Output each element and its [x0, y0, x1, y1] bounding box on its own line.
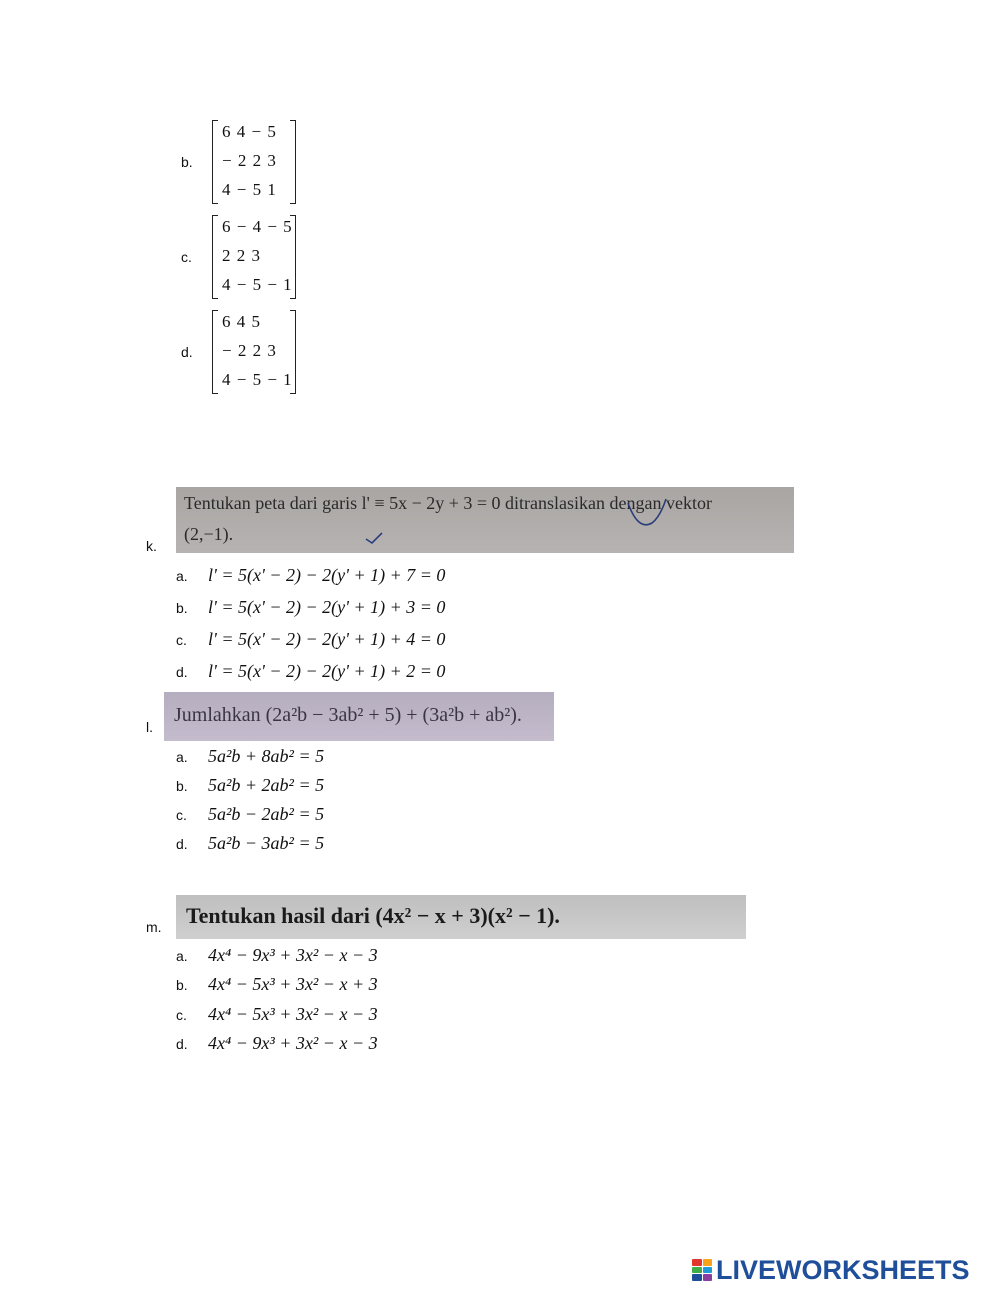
option-label: d.: [176, 836, 188, 852]
matrix-option-d: [212, 310, 296, 394]
option-label: c.: [176, 632, 187, 648]
option-l-c: 5a²b − 2ab² = 5: [208, 804, 325, 824]
matrix-option-b: [212, 120, 296, 204]
logo-text: LIVEWORKSHEETS: [716, 1254, 970, 1285]
option-m-c: 4x⁴ − 5x³ + 3x² − x − 3: [208, 1004, 378, 1024]
option-k-b: l' = 5(x' − 2) − 2(y' + 1) + 3 = 0: [208, 597, 446, 617]
logo-tile: [703, 1259, 713, 1266]
question-l-photo: [164, 692, 554, 741]
handwritten-mark-icon: [176, 487, 794, 553]
matrix-bracket-left: [212, 215, 218, 299]
question-k-photo: [176, 487, 794, 553]
matrix-row: 4 − 5 − 1: [222, 275, 293, 294]
option-k-d: l' = 5(x' − 2) − 2(y' + 1) + 2 = 0: [208, 661, 446, 681]
question-k-line1: Tentukan peta dari garis l' ≡ 5x − 2y + 3 = 0 ditranslasikan dengan vektor: [184, 493, 712, 513]
option-label: c.: [181, 249, 192, 265]
question-number-m: m.: [146, 919, 162, 935]
option-m-a: 4x⁴ − 9x³ + 3x² − x − 3: [208, 945, 378, 965]
question-number-l: l.: [146, 719, 153, 735]
option-label: c.: [176, 807, 187, 823]
matrix-row: 2 2 3: [222, 246, 261, 265]
matrix-option-c: [212, 215, 296, 299]
question-number-k: k.: [146, 538, 157, 554]
logo-tile: [692, 1274, 702, 1281]
option-label: d.: [176, 664, 188, 680]
matrix-bracket-right: [290, 120, 296, 204]
option-label: b.: [181, 154, 193, 170]
option-label: d.: [181, 344, 193, 360]
option-l-b: 5a²b + 2ab² = 5: [208, 775, 325, 795]
option-k-a: l' = 5(x' − 2) − 2(y' + 1) + 7 = 0: [208, 565, 446, 585]
logo-tile: [692, 1259, 702, 1266]
option-label: a.: [176, 749, 188, 765]
option-label: d.: [176, 1036, 188, 1052]
matrix-row: 6 4 5: [222, 312, 261, 331]
matrix-row: 4 − 5 − 1: [222, 370, 293, 389]
liveworksheets-logo-icon: [692, 1259, 712, 1281]
option-m-b: 4x⁴ − 5x³ + 3x² − x + 3: [208, 974, 378, 994]
option-label: a.: [176, 568, 188, 584]
option-k-c: l' = 5(x' − 2) − 2(y' + 1) + 4 = 0: [208, 629, 446, 649]
option-m-d: 4x⁴ − 9x³ + 3x² − x − 3: [208, 1033, 378, 1053]
question-l-text: Jumlahkan (2a²b − 3ab² + 5) + (3a²b + ab²).: [174, 704, 522, 726]
matrix-row: − 2 2 3: [222, 151, 277, 170]
matrix-bracket-left: [212, 310, 218, 394]
matrix-row: 6 − 4 − 5: [222, 217, 293, 236]
liveworksheets-logo[interactable]: [692, 1254, 970, 1286]
question-m-text: Tentukan hasil dari (4x² − x + 3)(x² − 1).: [186, 903, 560, 928]
logo-tile: [692, 1267, 702, 1274]
option-label: b.: [176, 778, 188, 794]
option-l-a: 5a²b + 8ab² = 5: [208, 746, 325, 766]
logo-tile: [703, 1267, 713, 1274]
option-label: b.: [176, 600, 188, 616]
option-label: a.: [176, 948, 188, 964]
matrix-row: − 2 2 3: [222, 341, 277, 360]
question-m-photo: [176, 895, 746, 939]
option-label: b.: [176, 977, 188, 993]
option-label: c.: [176, 1007, 187, 1023]
matrix-row: 4 − 5 1: [222, 180, 277, 199]
matrix-bracket-left: [212, 120, 218, 204]
logo-tile: [703, 1274, 713, 1281]
matrix-row: 6 4 − 5: [222, 122, 277, 141]
question-k-line2: (2,−1).: [184, 524, 234, 544]
option-l-d: 5a²b − 3ab² = 5: [208, 833, 325, 853]
